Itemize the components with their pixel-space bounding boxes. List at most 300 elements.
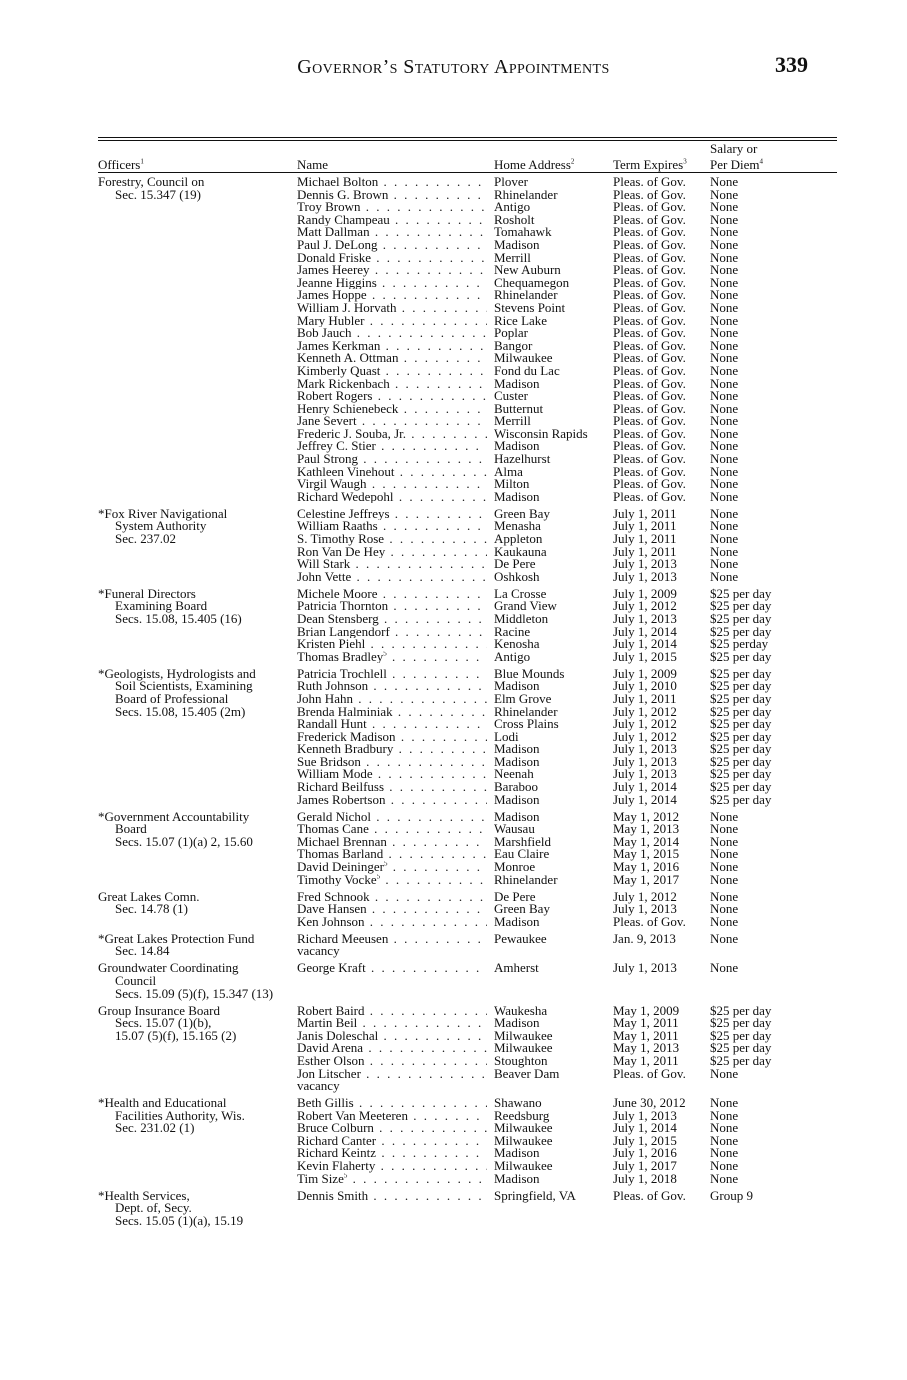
officer-label xyxy=(98,888,288,917)
officer-line: Secs. 15.07 (1)(a) 2, 15.60 xyxy=(115,833,253,849)
officer-line: Secs. 15.09 (5)(f), 15.347 (13) xyxy=(115,985,274,1001)
term-expires: July 1, 2013 xyxy=(613,901,677,917)
term-expires: Pleas. of Gov. xyxy=(613,199,686,215)
term-expires: July 1, 2010 xyxy=(613,678,677,694)
home-address: Racine xyxy=(494,623,531,639)
salary: None xyxy=(710,518,739,534)
table-row xyxy=(297,289,837,302)
col-officers-note: 1 xyxy=(140,157,144,166)
term-expires: Pleas. of Gov. xyxy=(613,211,686,227)
term-expires: July 1, 2011 xyxy=(613,690,677,706)
table-row xyxy=(297,400,837,416)
home-address: Madison xyxy=(494,488,540,504)
table-row xyxy=(297,520,837,533)
member-name: Patricia Trochlell . . . xyxy=(297,668,487,681)
member-name: Virgil Waugh . . . xyxy=(297,478,487,491)
member-name: Dave Hansen . . . xyxy=(297,903,487,916)
officer-group xyxy=(98,505,837,584)
term-expires: May 1, 2011 xyxy=(613,1027,679,1043)
member-name: Richard Wedepohl . . . xyxy=(297,491,487,504)
member-name: Fred Schnook . . . xyxy=(297,891,487,904)
officer-group xyxy=(98,888,837,929)
term-expires: Pleas. of Gov. xyxy=(613,287,686,303)
table-row xyxy=(297,312,837,328)
salary: None xyxy=(710,846,739,862)
member-name: Timothy Vocke$^5$ . . . xyxy=(297,874,487,887)
home-address: Hazelhurst xyxy=(494,451,551,467)
col-salary xyxy=(710,158,763,171)
salary: $25 per day xyxy=(710,1002,772,1018)
term-expires: Pleas. of Gov. xyxy=(613,438,686,454)
home-address: Green Bay xyxy=(494,505,550,521)
home-address: Madison xyxy=(494,1170,540,1186)
officer-group xyxy=(98,1097,837,1185)
table-row xyxy=(297,1187,837,1203)
salary: $25 per day xyxy=(710,623,772,639)
officer-line: *Health and Educational xyxy=(98,1095,227,1111)
table-row xyxy=(297,249,837,265)
term-expires: July 1, 2011 xyxy=(613,505,677,521)
term-expires: July 1, 2014 xyxy=(613,623,677,639)
term-expires: July 1, 2015 xyxy=(613,648,677,664)
salary: None xyxy=(710,833,739,849)
term-expires: July 1, 2014 xyxy=(613,779,677,795)
salary: $25 per day xyxy=(710,779,772,795)
salary: None xyxy=(710,388,739,404)
officer-line: Forestry, Council on xyxy=(98,174,205,189)
officer-group xyxy=(98,176,837,503)
home-address: Madison xyxy=(494,913,540,929)
salary: None xyxy=(710,211,739,227)
term-expires: July 1, 2011 xyxy=(613,543,677,559)
running-title: Governor’s Statutory Appointments xyxy=(297,56,610,78)
salary: $25 perday xyxy=(710,636,769,652)
term-expires: Pleas. of Gov. xyxy=(613,174,686,189)
table-row xyxy=(297,533,837,546)
salary: None xyxy=(710,901,739,917)
officer-label xyxy=(98,176,288,201)
member-name: Jeanne Higgins . . . xyxy=(297,277,487,290)
officer-line: Council xyxy=(115,972,157,988)
home-address: Madison xyxy=(494,753,540,769)
member-name: Tim Size$^5$ . . . xyxy=(297,1173,487,1186)
member-name: Kevin Flaherty . . . xyxy=(297,1160,487,1173)
table-row xyxy=(297,1097,837,1110)
member-name: Mary Hubler . . . xyxy=(297,315,487,328)
col-salary-note: 4 xyxy=(759,157,763,166)
salary: $25 per day xyxy=(710,1027,772,1043)
salary: None xyxy=(710,236,739,252)
member-name: Celestine Jeffreys . . . xyxy=(297,508,487,521)
table-row xyxy=(297,440,837,453)
table-row xyxy=(297,390,837,403)
member-name: Brian Langendorf . . . xyxy=(297,626,487,639)
member-name: William J. Horvath . . . xyxy=(297,302,487,315)
member-name: James Robertson . . . xyxy=(297,794,487,807)
vacancy-row xyxy=(297,1080,837,1093)
table-row xyxy=(297,543,837,559)
home-address: Appleton xyxy=(494,531,543,547)
term-expires: July 1, 2018 xyxy=(613,1170,677,1186)
spacer-row xyxy=(297,988,837,1001)
term-expires: July 1, 2014 xyxy=(613,636,677,652)
officer-line: Facilities Authority, Wis. xyxy=(115,1107,245,1123)
officer-line: *Health Services, xyxy=(98,1187,190,1203)
salary: None xyxy=(710,312,739,328)
home-address: Shawano xyxy=(494,1095,542,1111)
home-address: Green Bay xyxy=(494,901,550,917)
member-name: Dean Stensberg . . . xyxy=(297,613,487,626)
member-name: Robert Rogers . . . xyxy=(297,390,487,403)
member-name: Thomas Cane . . . xyxy=(297,823,487,836)
home-address: Milwaukee xyxy=(494,1040,553,1056)
footnote-mark: 5 xyxy=(343,1172,348,1180)
table-row xyxy=(297,930,837,946)
salary: None xyxy=(710,1120,739,1136)
term-expires: Pleas. of Gov. xyxy=(613,249,686,265)
member-name: William Mode . . . xyxy=(297,768,487,781)
home-address: Stevens Point xyxy=(494,299,566,315)
home-address: Alma xyxy=(494,463,523,479)
home-address: Milwaukee xyxy=(494,1132,553,1148)
member-name: Dennis Smith . . . xyxy=(297,1190,487,1203)
member-name: Donald Friske . . . xyxy=(297,252,487,265)
term-expires: Pleas. of Gov. xyxy=(613,488,686,504)
salary: $25 per day xyxy=(710,648,772,664)
table-row xyxy=(297,274,837,290)
officer-line: Groundwater Coordinating xyxy=(98,960,239,976)
officer-line: Secs. 15.08, 15.405 (2m) xyxy=(115,703,246,719)
officer-line: Great Lakes Comn. xyxy=(98,888,200,904)
table-row xyxy=(297,362,837,378)
term-expires: Pleas. of Gov. xyxy=(613,325,686,341)
member-name: Troy Brown . . . xyxy=(297,201,487,214)
member-name: Jon Litscher . . . xyxy=(297,1068,487,1081)
home-address: Pewaukee xyxy=(494,930,547,946)
spacer-row xyxy=(297,975,837,988)
member-name: Kimberly Quast . . . xyxy=(297,365,487,378)
home-address: Fond du Lac xyxy=(494,362,560,378)
salary: $25 per day xyxy=(710,1015,772,1031)
page-number: 339 xyxy=(775,52,808,77)
home-address: New Auburn xyxy=(494,262,561,278)
term-expires: Pleas. of Gov. xyxy=(613,388,686,404)
officer-label xyxy=(98,1187,288,1228)
salary: None xyxy=(710,350,739,366)
salary: None xyxy=(710,505,739,521)
member-name: Ruth Johnson . . . xyxy=(297,680,487,693)
home-address: Butternut xyxy=(494,400,544,416)
member-name: Henry Schienebeck . . . xyxy=(297,403,487,416)
officer-label xyxy=(98,808,288,849)
vacancy-row xyxy=(297,945,837,958)
home-address: Madison xyxy=(494,236,540,252)
member-name: Brenda Halminiak . . . xyxy=(297,706,487,719)
salary: $25 per day xyxy=(710,1052,772,1068)
table-row xyxy=(297,871,837,887)
home-address: Chequamegon xyxy=(494,274,570,290)
member-name: Robert Van Meeteren . . . xyxy=(297,1110,487,1123)
salary: None xyxy=(710,1107,739,1123)
salary: None xyxy=(710,299,739,315)
table-row xyxy=(297,888,837,904)
salary: None xyxy=(710,337,739,353)
home-address: Kenosha xyxy=(494,636,540,652)
member-name: Randall Hunt . . . xyxy=(297,718,487,731)
term-expires: July 1, 2013 xyxy=(613,766,677,782)
term-expires: Pleas. of Gov. xyxy=(613,463,686,479)
table-row xyxy=(297,176,837,189)
table-row xyxy=(297,463,837,479)
officer-label xyxy=(98,1097,288,1135)
member-name: William Raaths . . . xyxy=(297,520,487,533)
home-address: Milwaukee xyxy=(494,1158,553,1174)
term-expires: July 1, 2012 xyxy=(613,598,677,614)
term-expires: July 1, 2013 xyxy=(613,1107,677,1123)
salary: None xyxy=(710,859,739,875)
home-address: Wausau xyxy=(494,821,535,837)
table-row xyxy=(297,861,837,874)
table-row xyxy=(297,903,837,916)
member-name: John Vette . . . xyxy=(297,571,487,584)
home-address: Oshkosh xyxy=(494,568,540,584)
col-home-note: 2 xyxy=(570,157,575,166)
officer-line: Sec. 231.02 (1) xyxy=(115,1120,195,1136)
term-expires: May 1, 2011 xyxy=(613,1052,679,1068)
officer-line: Sec. 14.84 xyxy=(115,943,170,959)
vacancy-label: vacancy xyxy=(297,1078,340,1094)
officer-line: Group Insurance Board xyxy=(98,1002,221,1018)
officer-group xyxy=(98,1002,837,1094)
home-address: Antigo xyxy=(494,648,531,664)
term-expires: July 1, 2014 xyxy=(613,791,677,807)
home-address: Madison xyxy=(494,375,540,391)
member-name: Bob Jauch . . . xyxy=(297,327,487,340)
footnote-mark: 5 xyxy=(383,650,387,658)
member-name: Richard Beilfuss . . . xyxy=(297,781,487,794)
member-name: Will Stark . . . xyxy=(297,558,487,571)
salary: None xyxy=(710,556,739,572)
table-row xyxy=(297,236,837,252)
vacancy-label: vacancy xyxy=(297,943,340,959)
salary: None xyxy=(710,543,739,559)
salary: $25 per day xyxy=(710,598,772,614)
home-address: Milwaukee xyxy=(494,1027,553,1043)
member-name: Kenneth A. Ottman . . . xyxy=(297,352,487,365)
table-row xyxy=(297,848,837,861)
term-expires: Pleas. of Gov. xyxy=(613,413,686,429)
home-address: Beaver Dam xyxy=(494,1065,560,1081)
salary: None xyxy=(710,960,739,976)
salary: None xyxy=(710,476,739,492)
table-row xyxy=(297,425,837,441)
header-rule-top xyxy=(98,137,837,138)
term-expires: July 1, 2011 xyxy=(613,531,677,547)
term-expires: Pleas. of Gov. xyxy=(613,476,686,492)
home-address: Springfield, VA xyxy=(494,1187,576,1203)
salary: None xyxy=(710,531,739,547)
home-address: Bangor xyxy=(494,337,533,353)
term-expires: Pleas. of Gov. xyxy=(613,350,686,366)
officer-group xyxy=(98,962,837,1000)
table-row xyxy=(297,478,837,491)
table-row xyxy=(297,453,837,466)
home-address: Reedsburg xyxy=(494,1107,550,1123)
table-row xyxy=(297,337,837,353)
member-name: Michele Moore . . . xyxy=(297,588,487,601)
home-address: Tomahawk xyxy=(494,224,552,240)
home-address: Merrill xyxy=(494,249,531,265)
home-address: Rice Lake xyxy=(494,312,548,328)
table-row xyxy=(297,1065,837,1081)
member-name: Dennis G. Brown . . . xyxy=(297,189,487,202)
home-address: Merrill xyxy=(494,413,531,429)
home-address: Madison xyxy=(494,791,540,807)
table-row xyxy=(297,833,837,849)
term-expires: July 1, 2012 xyxy=(613,888,677,904)
table-row xyxy=(297,648,837,664)
term-expires: May 1, 2017 xyxy=(613,871,680,887)
member-name: John Hahn . . . xyxy=(297,693,487,706)
home-address: Madison xyxy=(494,438,540,454)
term-expires: July 1, 2015 xyxy=(613,1132,677,1148)
member-name: Jane Severt . . . xyxy=(297,415,487,428)
salary: None xyxy=(710,568,739,584)
salary: None xyxy=(710,199,739,215)
salary: None xyxy=(710,186,739,202)
salary: None xyxy=(710,400,739,416)
member-name: Kristen Piehl . . . xyxy=(297,638,487,651)
salary: $25 per day xyxy=(710,690,772,706)
salary: None xyxy=(710,362,739,378)
member-name: Janis Doleschal . . . xyxy=(297,1030,487,1043)
term-expires: Pleas. of Gov. xyxy=(613,913,686,929)
col-officers-label: Officers xyxy=(98,157,141,172)
table-row xyxy=(297,1160,837,1173)
home-address: Madison xyxy=(494,741,540,757)
table-row xyxy=(297,488,837,504)
member-name: Mark Rickenbach . . . xyxy=(297,378,487,391)
member-name: Frederic J. Souba, Jr. . . . xyxy=(297,428,487,441)
table-row xyxy=(297,375,837,391)
salary: $25 per day xyxy=(710,791,772,807)
officer-label xyxy=(98,1002,288,1043)
member-name: Esther Olson . . . xyxy=(297,1055,487,1068)
salary: $25 per day xyxy=(710,1040,772,1056)
table-row xyxy=(297,823,837,836)
salary: None xyxy=(710,463,739,479)
member-name: Beth Gillis . . . xyxy=(297,1097,487,1110)
salary: None xyxy=(710,287,739,303)
table-row xyxy=(297,505,837,521)
home-address: Milwaukee xyxy=(494,1120,553,1136)
term-expires: July 1, 2013 xyxy=(613,556,677,572)
term-expires: Pleas. of Gov. xyxy=(613,1187,686,1203)
member-name: Ron Van De Hey . . . xyxy=(297,546,487,559)
table-row xyxy=(297,352,837,365)
member-name: Thomas Barland . . . xyxy=(297,848,487,861)
table-row xyxy=(297,327,837,340)
col-term-note: 3 xyxy=(683,157,687,166)
home-address: Madison xyxy=(494,808,540,824)
table-row xyxy=(297,1107,837,1123)
term-expires: July 1, 2012 xyxy=(613,703,677,719)
salary: None xyxy=(710,888,739,904)
home-address: Plover xyxy=(494,174,528,189)
home-address: Milwaukee xyxy=(494,350,553,366)
home-address: Menasha xyxy=(494,518,541,534)
officer-group xyxy=(98,930,837,959)
officer-line: Dept. of, Secy. xyxy=(115,1200,192,1216)
member-name: Martin Beil . . . xyxy=(297,1017,487,1030)
table-row xyxy=(297,808,837,824)
member-name: Sue Bridson . . . xyxy=(297,756,487,769)
salary: None xyxy=(710,413,739,429)
salary: $25 per day xyxy=(710,678,772,694)
term-expires: Pleas. of Gov. xyxy=(613,1065,686,1081)
home-address: Rosholt xyxy=(494,211,535,227)
officer-label xyxy=(98,665,288,719)
salary: $25 per day xyxy=(710,610,772,626)
table-row xyxy=(297,913,837,929)
home-address: Waukesha xyxy=(494,1002,548,1018)
term-expires: Pleas. of Gov. xyxy=(613,299,686,315)
salary: None xyxy=(710,249,739,265)
officer-group xyxy=(98,1187,837,1228)
home-address: Rhinelander xyxy=(494,287,558,303)
officer-line: System Authority xyxy=(115,518,207,534)
member-name: George Kraft . . . xyxy=(297,962,487,975)
term-expires: July 1, 2016 xyxy=(613,1145,677,1161)
footnote-mark: 5 xyxy=(376,873,381,881)
officer-line: *Funeral Directors xyxy=(98,585,196,601)
member-name: James Hoppe . . . xyxy=(297,289,487,302)
term-expires: July 1, 2017 xyxy=(613,1158,677,1174)
salary: None xyxy=(710,1170,739,1186)
member-name: Bruce Colburn . . . xyxy=(297,1122,487,1135)
salary: $25 per day xyxy=(710,716,772,732)
term-expires: July 1, 2013 xyxy=(613,610,677,626)
home-address: Antigo xyxy=(494,199,531,215)
term-expires: Jan. 9, 2013 xyxy=(613,930,676,946)
home-address: La Crosse xyxy=(494,585,547,601)
officer-label xyxy=(98,930,288,959)
officer-group xyxy=(98,665,837,807)
home-address: Amherst xyxy=(494,960,539,976)
home-address: Wisconsin Rapids xyxy=(494,425,588,441)
salary: None xyxy=(710,488,739,504)
member-name: Randy Champeau . . . xyxy=(297,214,487,227)
term-expires: May 1, 2009 xyxy=(613,1002,680,1018)
home-address: Rhinelander xyxy=(494,871,558,887)
home-address: Poplar xyxy=(494,325,528,341)
officer-line: *Government Accountability xyxy=(98,808,250,824)
table-row xyxy=(297,1147,837,1160)
officer-line: Secs. 15.07 (1)(b), xyxy=(115,1015,212,1031)
home-address: Cross Plains xyxy=(494,716,559,732)
home-address: Monroe xyxy=(494,859,536,875)
salary: None xyxy=(710,1145,739,1161)
officer-line: Soil Scientists, Examining xyxy=(115,678,253,694)
officer-line: *Great Lakes Protection Fund xyxy=(98,930,255,946)
term-expires: July 1, 2013 xyxy=(613,753,677,769)
member-name: Matt Dallman . . . xyxy=(297,226,487,239)
table-row xyxy=(297,186,837,202)
salary: None xyxy=(710,174,739,189)
table-row xyxy=(297,568,837,584)
salary: None xyxy=(710,375,739,391)
salary: None xyxy=(710,821,739,837)
